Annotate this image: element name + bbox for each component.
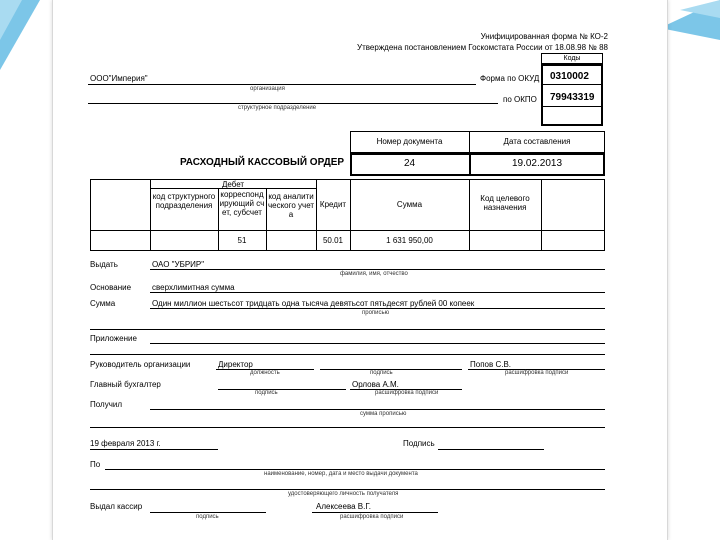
doc-title: РАСХОДНЫЙ КАССОВЫЙ ОРДЕР (180, 157, 345, 168)
header-analytic-code: код аналитического учета (267, 192, 315, 219)
doc-number-label: Номер документа (376, 137, 443, 146)
codes-label: Коды (563, 55, 581, 62)
header-code-dept: код структурного подразделения (152, 192, 216, 210)
head-label: Руководитель организации (90, 360, 191, 369)
okud-label: Форма по ОКУД (480, 74, 540, 83)
basis-value: сверхлимитная сумма (152, 283, 235, 292)
header-credit: Кредит (319, 200, 347, 209)
received-hint: сумма прописью (360, 411, 407, 417)
okpo-label: по ОКПО (503, 95, 537, 104)
accountant-signature-hint: подпись (255, 390, 278, 396)
head-position-hint: должность (250, 370, 280, 376)
head-decode-hint: расшифровка подписи (505, 370, 569, 376)
codes-header (541, 53, 603, 64)
issue-hint: фамилия, имя, отчество (340, 271, 408, 277)
attachment-label: Приложение (90, 334, 137, 343)
header-purpose-code: Код целевого назначения (480, 194, 530, 212)
cashier-label: Выдал кассир (90, 502, 143, 511)
corner-decoration-left (0, 0, 40, 80)
sum-label: Сумма (90, 299, 116, 308)
accountant-decode-hint: расшифровка подписи (375, 390, 439, 396)
cashier-name: Алексеева В.Г. (316, 502, 371, 511)
basis-label: Основание (90, 283, 132, 292)
doc-number-value: 24 (403, 158, 416, 169)
sum-value: Один миллион шестьсот тридцать одна тысяча девятьсот пятьдесят рублей 00 копеек (152, 299, 475, 308)
id-hint: удостоверяющего личность получателя (288, 491, 399, 497)
approved-line: Утверждена постановлением Госкомстата России от 18.08.98 № 88 (357, 43, 608, 52)
accountant-label: Главный бухгалтер (90, 380, 161, 389)
form-line: Унифицированная форма № КО-2 (480, 32, 608, 41)
by-hint: наименование, номер, дата и место выдачи документа (264, 471, 418, 477)
debit-label: Дебет (221, 180, 245, 189)
head-signature-hint: подпись (370, 370, 393, 376)
sum-hint: прописью (362, 310, 390, 316)
row-credit: 50.01 (322, 236, 344, 245)
header-sum: Сумма (396, 200, 423, 209)
organization-hint: организация (250, 86, 285, 92)
by-label: По (90, 460, 101, 469)
cashier-signature-hint: подпись (196, 514, 219, 520)
payment-date: 19 февраля 2013 г. (90, 439, 161, 448)
okpo-value: 79943319 (550, 92, 595, 103)
signature-label: Подпись (403, 439, 435, 448)
corner-decoration-right (660, 0, 720, 50)
doc-date-value: 19.02.2013 (511, 158, 563, 169)
received-label: Получил (90, 400, 122, 409)
issue-value: ОАО "УБРИР" (152, 260, 205, 269)
head-position: Директор (218, 360, 253, 369)
row-sum: 1 631 950,00 (386, 236, 433, 245)
cashier-decode-hint: расшифровка подписи (340, 514, 404, 520)
organization-name: ООО"Империя" (90, 74, 148, 83)
row-corr-account: 51 (237, 236, 247, 245)
issue-label: Выдать (90, 260, 118, 269)
okud-value: 0310002 (550, 71, 589, 82)
accountant-name: Орлова А.М. (352, 380, 399, 389)
doc-date-label: Дата составления (503, 137, 571, 146)
header-corr-account: корреспондирующий счет, субсчет (219, 190, 265, 217)
department-hint: структурное подразделение (238, 105, 317, 111)
head-name: Попов С.В. (470, 360, 512, 369)
